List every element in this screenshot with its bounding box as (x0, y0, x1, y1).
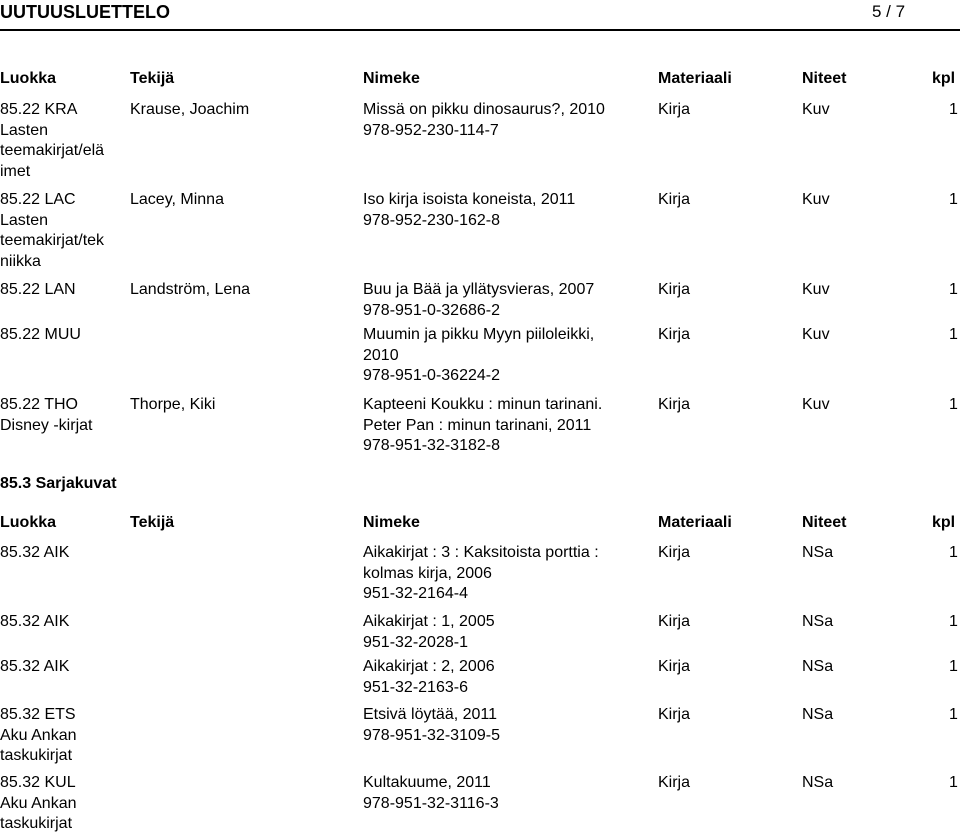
cell-nimeke-line: 978-952-230-162-8 (363, 211, 500, 229)
cell-nimeke-line: Buu ja Bää ja yllätysvieras, 2007 (363, 281, 595, 298)
cell-kpl-line: 1 (949, 191, 958, 208)
cell-nimeke-line: Aikakirjat : 2, 2006 (363, 658, 495, 675)
cell-nimeke-line: Iso kirja isoista koneista, 2011 (363, 191, 576, 208)
cell-kpl (949, 100, 958, 121)
cell-nimeke-line: Etsivä löytää, 2011 (363, 706, 498, 723)
cell-luokka-line: Lasten (0, 121, 49, 139)
cell-materiaali-line: Kirja (658, 613, 691, 630)
column-header-tekija: Tekijä (130, 514, 175, 531)
cell-niteet-line: NSa (802, 658, 834, 675)
cell-kpl-line: 1 (949, 613, 958, 630)
cell-niteet (802, 100, 830, 121)
column-header-materiaali: Materiaali (658, 514, 732, 531)
cell-nimeke-line: 978-952-230-114-7 (363, 121, 499, 139)
cell-tekija (130, 280, 355, 301)
cell-luokka (0, 325, 125, 346)
cell-luokka (0, 395, 125, 436)
cell-niteet-line: Kuv (802, 191, 830, 208)
column-header-nimeke: Nimeke (363, 514, 420, 531)
cell-luokka-line: teemakirjat/elä (0, 142, 105, 159)
cell-materiaali-line: Kirja (658, 281, 691, 298)
cell-nimeke-line: 951-32-2163-6 (363, 678, 468, 696)
cell-luokka-line: taskukirjat (0, 815, 73, 832)
cell-materiaali-line: Kirja (658, 191, 691, 208)
cell-kpl (949, 280, 958, 301)
cell-niteet-line: Kuv (802, 326, 830, 343)
cell-nimeke-line: 978-951-32-3109-5 (363, 726, 500, 744)
cell-tekija-line: Krause, Joachim (130, 101, 250, 118)
cell-niteet-line: Kuv (802, 396, 830, 413)
cell-nimeke-line: 978-951-32-3116-3 (363, 794, 499, 812)
cell-nimeke-line: Muumin ja pikku Myyn piiloleikki, (363, 326, 595, 343)
cell-luokka-line: 85.32 ETS (0, 706, 76, 723)
cell-niteet-line: NSa (802, 544, 834, 561)
cell-luokka-line: Disney -kirjat (0, 416, 93, 434)
cell-niteet (802, 325, 830, 346)
cell-kpl (949, 190, 958, 211)
cell-nimeke (363, 100, 653, 141)
cell-nimeke (363, 773, 653, 814)
cell-nimeke-line: Aikakirjat : 3 : Kaksitoista porttia : (363, 544, 599, 561)
cell-tekija (130, 100, 355, 121)
cell-niteet (802, 190, 830, 211)
cell-kpl-line: 1 (949, 326, 958, 343)
cell-nimeke-line: 978-951-32-3182-8 (363, 437, 500, 454)
cell-niteet (802, 280, 830, 301)
cell-materiaali-line: Kirja (658, 326, 691, 343)
cell-luokka-line: 85.32 AIK (0, 613, 70, 630)
cell-nimeke-line: Aikakirjat : 1, 2005 (363, 613, 495, 630)
cell-luokka (0, 657, 125, 678)
cell-luokka-line: 85.22 THO (0, 396, 78, 413)
document-title: UUTUUSLUETTELO (0, 2, 170, 22)
cell-materiaali (658, 543, 690, 564)
column-header-niteet: Niteet (802, 514, 847, 531)
section-heading: 85.3 Sarjakuvat (0, 475, 117, 492)
cell-kpl-line: 1 (949, 658, 958, 675)
cell-niteet-line: Kuv (802, 281, 830, 298)
column-header-luokka: Luokka (0, 514, 57, 531)
cell-nimeke-line: 2010 (363, 346, 399, 364)
cell-kpl (949, 773, 958, 794)
cell-kpl (949, 395, 958, 416)
cell-niteet-line: Kuv (802, 101, 830, 118)
cell-kpl-line: 1 (949, 101, 958, 118)
cell-nimeke (363, 280, 653, 321)
cell-kpl-line: 1 (949, 544, 958, 561)
cell-tekija (130, 190, 355, 211)
column-header-materiaali: Materiaali (658, 70, 732, 87)
cell-luokka-line: 85.32 AIK (0, 544, 70, 561)
cell-materiaali (658, 280, 690, 301)
cell-luokka-line: 85.22 MUU (0, 326, 81, 343)
cell-luokka-line: 85.32 KUL (0, 774, 76, 791)
cell-kpl-line: 1 (949, 281, 958, 298)
column-header-kpl: kpl (932, 70, 956, 87)
cell-luokka-line: niikka (0, 252, 41, 270)
cell-nimeke (363, 543, 653, 605)
cell-materiaali (658, 773, 690, 794)
cell-materiaali (658, 190, 690, 211)
cell-tekija (130, 395, 355, 416)
cell-luokka-line: imet (0, 162, 31, 180)
cell-luokka (0, 100, 125, 182)
cell-luokka-line: Aku Ankan (0, 726, 77, 744)
cell-materiaali-line: Kirja (658, 706, 691, 723)
column-header-nimeke: Nimeke (363, 70, 420, 87)
cell-kpl-line: 1 (949, 706, 958, 723)
cell-nimeke (363, 395, 653, 457)
cell-materiaali (658, 100, 690, 121)
cell-luokka-line: 85.22 KRA (0, 101, 78, 118)
column-header-kpl: kpl (932, 514, 956, 531)
cell-nimeke-line: Peter Pan : minun tarinani, 2011 (363, 416, 592, 434)
cell-materiaali (658, 395, 690, 416)
cell-luokka-line: 85.22 LAN (0, 281, 76, 298)
cell-kpl-line: 1 (949, 774, 958, 791)
cell-nimeke (363, 657, 653, 698)
cell-nimeke-line: Kapteeni Koukku : minun tarinani. (363, 396, 603, 413)
cell-luokka (0, 190, 125, 272)
cell-kpl (949, 657, 958, 678)
cell-luokka-line: 85.32 AIK (0, 658, 70, 675)
cell-niteet-line: NSa (802, 774, 834, 791)
cell-luokka (0, 612, 125, 633)
cell-kpl (949, 543, 958, 564)
cell-luokka-line: teemakirjat/tek (0, 232, 105, 249)
column-header-niteet: Niteet (802, 70, 847, 87)
page-number: 5 / 7 (872, 2, 906, 21)
cell-materiaali (658, 657, 690, 678)
cell-nimeke-line: Kultakuume, 2011 (363, 774, 491, 791)
cell-materiaali-line: Kirja (658, 544, 691, 561)
cell-tekija-line: Landström, Lena (130, 281, 251, 298)
cell-luokka-line: Lasten (0, 211, 49, 229)
cell-materiaali (658, 705, 690, 726)
cell-nimeke-line: 951-32-2164-4 (363, 585, 468, 602)
cell-kpl (949, 705, 958, 726)
cell-kpl (949, 325, 958, 346)
cell-niteet (802, 395, 830, 416)
cell-niteet (802, 612, 833, 633)
cell-tekija-line: Thorpe, Kiki (130, 396, 216, 413)
cell-nimeke (363, 190, 653, 231)
cell-niteet (802, 657, 833, 678)
cell-kpl-line: 1 (949, 396, 958, 413)
cell-materiaali-line: Kirja (658, 658, 691, 675)
cell-luokka (0, 705, 125, 767)
cell-materiaali (658, 325, 690, 346)
cell-luokka (0, 280, 125, 301)
cell-nimeke (363, 325, 653, 387)
cell-nimeke-line: kolmas kirja, 2006 (363, 564, 492, 582)
cell-materiaali-line: Kirja (658, 774, 691, 791)
cell-luokka (0, 773, 125, 835)
cell-niteet-line: NSa (802, 706, 834, 723)
cell-nimeke (363, 705, 653, 746)
cell-nimeke-line: 951-32-2028-1 (363, 633, 468, 651)
cell-kpl (949, 612, 958, 633)
cell-luokka-line: 85.22 LAC (0, 191, 76, 208)
cell-nimeke-line: 978-951-0-32686-2 (363, 301, 500, 319)
cell-niteet (802, 773, 833, 794)
cell-niteet (802, 705, 833, 726)
cell-materiaali-line: Kirja (658, 396, 691, 413)
column-header-tekija: Tekijä (130, 70, 175, 87)
header-rule (0, 29, 960, 31)
column-header-luokka: Luokka (0, 70, 57, 87)
cell-luokka-line: taskukirjat (0, 747, 73, 764)
cell-nimeke (363, 612, 653, 653)
cell-niteet-line: NSa (802, 613, 834, 630)
cell-tekija-line: Lacey, Minna (130, 191, 224, 208)
cell-luokka-line: Aku Ankan (0, 794, 77, 812)
cell-nimeke-line: 978-951-0-36224-2 (363, 367, 500, 384)
cell-nimeke-line: Missä on pikku dinosaurus?, 2010 (363, 101, 605, 118)
cell-materiaali-line: Kirja (658, 101, 691, 118)
cell-materiaali (658, 612, 690, 633)
cell-luokka (0, 543, 125, 564)
cell-niteet (802, 543, 833, 564)
